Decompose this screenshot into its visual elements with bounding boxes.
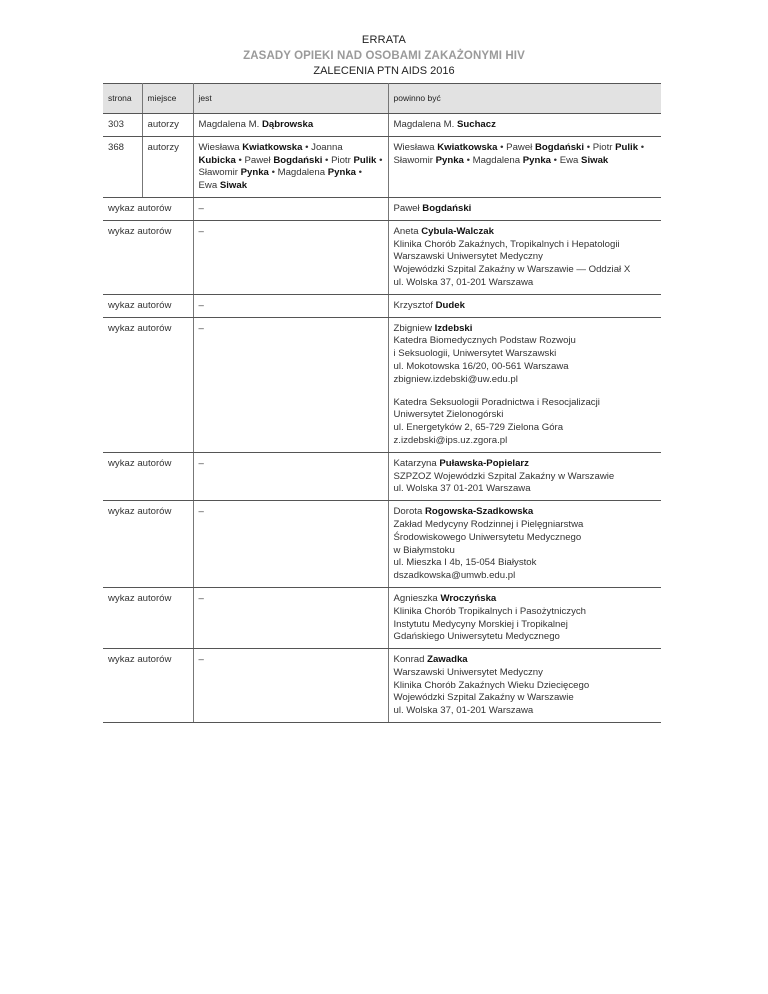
current-text-cell: Wiesława Kwiatkowska • Joanna Kubicka • Paweł Bogdański • Piotr Pulik • Sławomir Pynka • Magdalena Pynka • Ewa Siwak — [193, 136, 388, 197]
page-cell: 368 — [103, 136, 142, 197]
current-text-cell: – — [193, 587, 388, 648]
corrected-paragraph: Wiesława Kwiatkowska • Paweł Bogdański • Piotr Pulik • Sławomir Pynka • Magdalena Pynka • Ewa Siwak — [393, 141, 645, 166]
corrected-paragraph: Aneta Cybula-Walczak Klinika Chorób Zakaźnych, Tropikalnych i Hepatologii Warszawski Uniwersytet Medyczny Wojewódzki Szpital Zakaźny w Warszawie — Oddział X ul. Wolska 37, 01-201 Warszawa — [393, 225, 631, 288]
column-header-strona: strona — [103, 84, 142, 114]
corrected-paragraph: Konrad Zawadka Warszawski Uniwersytet Medyczny Klinika Chorób Zakaźnych Wieku Dziecięcego Wojewódzki Szpital Zakaźny w Warszawie ul. Wolska 37, 01-201 Warszawa — [393, 654, 590, 717]
table-row — [103, 136, 661, 197]
location-cell: wykaz autorów — [103, 197, 193, 220]
page-cell: 303 — [103, 114, 142, 137]
errata-table — [103, 83, 661, 723]
corrected-text-cell — [388, 220, 661, 294]
corrected-text-cell — [388, 501, 661, 588]
document-subtitle: ZALECENIA PTN AIDS 2016 — [313, 65, 455, 77]
corrected-paragraph: Krzysztof Dudek — [393, 299, 465, 311]
current-text-cell: – — [193, 452, 388, 500]
corrected-text-cell — [388, 317, 661, 452]
location-cell: wykaz autorów — [103, 452, 193, 500]
corrected-paragraph: Paweł Bogdański — [393, 202, 472, 214]
errata-table-header — [103, 84, 661, 114]
corrected-text-cell — [388, 114, 661, 137]
corrected-text-cell — [388, 587, 661, 648]
corrected-paragraph: Agnieszka Wroczyńska Klinika Chorób Tropikalnych i Pasożytniczych Instytutu Medycyny Morskiej i Tropikalnej Gdańskiego Uniwersytetu Medycznego — [393, 592, 586, 643]
location-cell: autorzy — [142, 136, 193, 197]
current-text-cell: – — [193, 317, 388, 452]
current-text-cell: Magdalena M. Dąbrowska — [193, 114, 388, 137]
corrected-paragraph: Katedra Seksuologii Poradnictwa i Resocjalizacji Uniwersytet Zielonogórski ul. Energetyków 2, 65-729 Zielona Góra z.izdebski@ips.uz.zgora.pl — [393, 396, 600, 446]
table-row — [103, 649, 661, 723]
corrected-text-cell — [388, 452, 661, 500]
table-row — [103, 452, 661, 500]
location-cell: wykaz autorów — [103, 317, 193, 452]
current-text-cell: – — [193, 649, 388, 723]
table-row — [103, 317, 661, 452]
location-cell: wykaz autorów — [103, 649, 193, 723]
location-cell: wykaz autorów — [103, 501, 193, 588]
table-row — [103, 294, 661, 317]
table-row — [103, 587, 661, 648]
corrected-paragraph: Dorota Rogowska-Szadkowska Zakład Medycyny Rodzinnej i Pielęgniarstwa Środowiskowego Uniwersytetu Medycznego w Białymstoku ul. Mieszka I 4b, 15-054 Białystok dszadkowska@umwb.edu.pl — [393, 506, 584, 582]
current-text-cell: – — [193, 197, 388, 220]
corrected-paragraph: Zbigniew Izdebski Katedra Biomedycznych Podstaw Rozwoju i Seksuologii, Uniwersytet Warszawski ul. Mokotowska 16/20, 00-561 Warszawa zbigniew.izdebski@uw.edu.pl — [393, 322, 576, 385]
column-header-miejsce: miejsce — [142, 84, 193, 114]
current-text-cell: – — [193, 294, 388, 317]
location-cell: wykaz autorów — [103, 587, 193, 648]
document-title: ZASADY OPIEKI NAD OSOBAMI ZAKAŻONYMI HIV — [243, 50, 525, 62]
corrected-text-cell — [388, 294, 661, 317]
location-cell: wykaz autorów — [103, 294, 193, 317]
location-cell: wykaz autorów — [103, 220, 193, 294]
column-header-jest: jest — [193, 84, 388, 114]
errata-label: ERRATA — [361, 34, 407, 46]
table-row — [103, 197, 661, 220]
location-cell: autorzy — [142, 114, 193, 137]
table-row — [103, 220, 661, 294]
document-header — [0, 33, 768, 78]
table-row — [103, 114, 661, 137]
column-header-powinno-byc: powinno być — [388, 84, 661, 114]
corrected-paragraph: Magdalena M. Suchacz — [393, 119, 496, 130]
corrected-text-cell — [388, 197, 661, 220]
corrected-text-cell — [388, 136, 661, 197]
table-row — [103, 501, 661, 588]
errata-table-body — [103, 114, 661, 723]
current-text-cell: – — [193, 501, 388, 588]
corrected-paragraph: Katarzyna Puławska-Popielarz SZPZOZ Wojewódzki Szpital Zakaźny w Warszawie ul. Wolska 37 01-201 Warszawa — [393, 457, 615, 495]
corrected-text-cell — [388, 649, 661, 723]
current-text-cell: – — [193, 220, 388, 294]
